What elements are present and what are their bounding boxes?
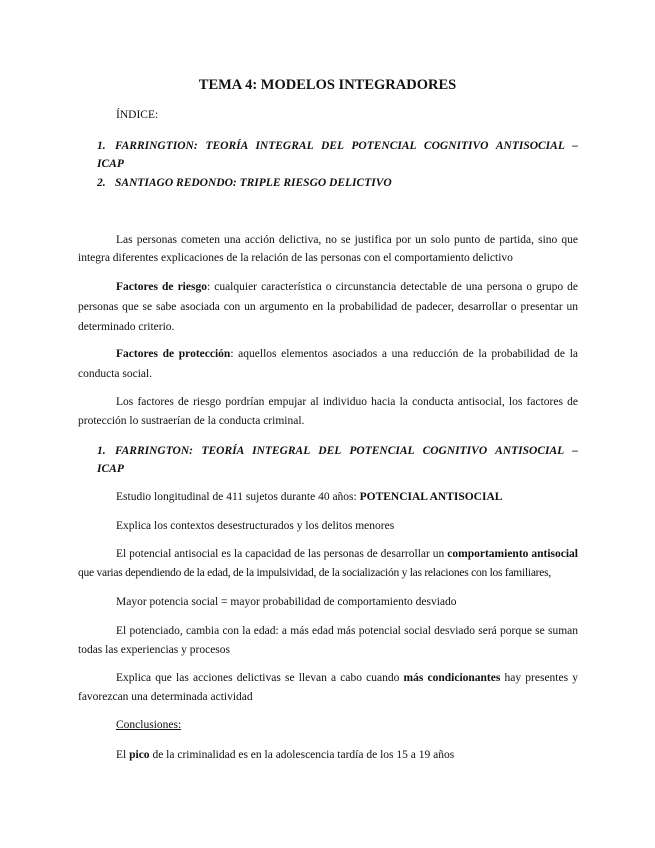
index-item-2-text: SANTIAGO REDONDO: TRIPLE RIESGO DELICTIVO (115, 177, 392, 189)
index-item-2-number: 2. (97, 177, 106, 189)
pico-text: El (116, 749, 130, 761)
pico-bold: pico (129, 749, 150, 761)
estudio-paragraph (116, 490, 502, 504)
index-label: ÍNDICE: (116, 109, 159, 121)
section-1-title-continuation: ICAP (97, 463, 124, 475)
potencial-bold: comportamiento antisocial (447, 548, 579, 560)
index-item-1-number: 1. (97, 140, 106, 152)
proteccion-line-1 (116, 347, 578, 361)
riesgo-line-2: personas que se sabe asociada con un argumento en la probabilidad de padecer, desarrollar o presentar un (78, 301, 578, 313)
potencial-text: El potencial antisocial es la capacidad de las personas de desarrollar un (116, 548, 448, 560)
proteccion-term: Factores de protección (116, 348, 231, 360)
index-item-1 (97, 139, 578, 153)
acciones-text-end: hay presentes y (500, 672, 578, 684)
riesgo-line-1 (116, 280, 578, 294)
acciones-bold: más condicionantes (403, 672, 501, 684)
conclusiones-heading: Conclusiones: (116, 719, 182, 731)
potencial-line-2: que varias dependiendo de la edad, de la impulsividad, de la socialización y las relaciones con los familiares, (78, 567, 551, 579)
estudio-bold: POTENCIAL ANTISOCIAL (359, 491, 503, 503)
acciones-line-1 (116, 671, 578, 685)
section-1-heading (97, 444, 578, 458)
potenciado-line-1: El potenciado, cambia con la edad: a más edad más potencial social desviado será porque se suman (116, 625, 578, 637)
section-1-number: 1. (97, 445, 106, 457)
potenciado-line-2: todas las experiencias y procesos (78, 644, 231, 656)
intro-line-1: Las personas cometen una acción delictiva, no se justifica por un solo punto de partida, sino que (116, 234, 578, 246)
riesgo-definition: : cualquier característica o circunstancia detectable de una persona o grupo de (206, 281, 578, 293)
pico-paragraph (116, 748, 454, 762)
pico-text-end: de la criminalidad es en la adolescencia tardía de los 15 a 19 años (149, 749, 455, 761)
index-item-1-text: FARRINGTION: TEORÍA INTEGRAL DEL POTENCIAL COGNITIVO ANTISOCIAL – (115, 140, 578, 152)
potencial-line-1 (116, 547, 578, 561)
acciones-line-2: favorezcan una determinada actividad (78, 691, 253, 703)
proteccion-definition: : aquellos elementos asociados a una reducción de la probabilidad de la (230, 348, 579, 360)
index-item-2 (97, 176, 392, 190)
riesgo-term: Factores de riesgo (116, 281, 207, 293)
page-title: TEMA 4: MODELOS INTEGRADORES (198, 77, 457, 93)
factores-line-1: Los factores de riesgo pordrían empujar al individuo hacia la conducta antisocial, los factores de (116, 396, 578, 408)
factores-line-2: protección lo sustraerían de la conducta criminal. (78, 415, 305, 427)
riesgo-line-3: determinado criterio. (78, 321, 175, 333)
mayor-paragraph: Mayor potencia social = mayor probabilidad de comportamiento desviado (116, 596, 457, 608)
proteccion-line-2: conducta social. (78, 368, 153, 380)
section-1-title: FARRINGTON: TEORÍA INTEGRAL DEL POTENCIAL COGNITIVO ANTISOCIAL – (115, 445, 578, 457)
estudio-text: Estudio longitudinal de 411 sujetos durante 40 años: (116, 491, 360, 503)
contextos-paragraph: Explica los contextos desestructurados y los delitos menores (116, 520, 395, 532)
intro-line-2: integra diferentes explicaciones de la relación de las personas con el comportamiento delictivo (78, 252, 513, 264)
acciones-text: Explica que las acciones delictivas se llevan a cabo cuando (116, 672, 404, 684)
index-item-1-continuation: ICAP (97, 158, 124, 170)
